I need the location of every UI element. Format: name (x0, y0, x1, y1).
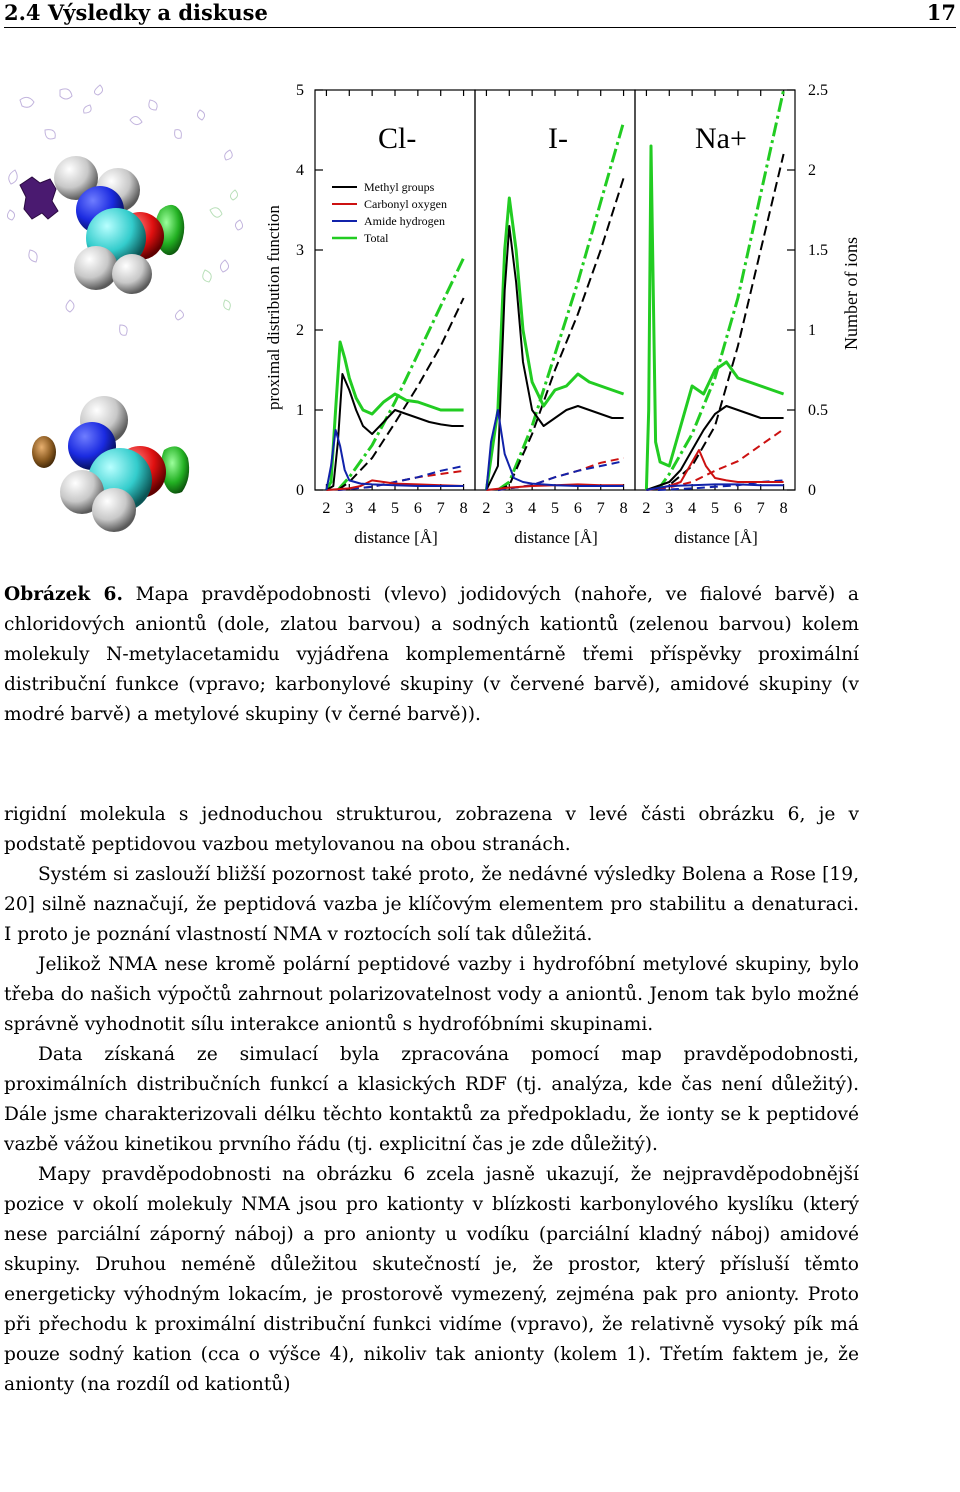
cumulative-line-i-total (498, 122, 624, 490)
cumulative-line-cl-methyl-groups (338, 298, 464, 490)
pdf-line-i-methyl-groups (486, 226, 623, 490)
x-tick-label: 8 (459, 500, 468, 517)
figure-6 (0, 60, 960, 560)
pdf-line-na-total (646, 146, 783, 490)
x-tick-label: 8 (779, 500, 788, 517)
caption-label: Obrázek 6. (4, 584, 123, 605)
x-tick-label: 3 (665, 500, 674, 517)
y-tick-label-left: 5 (296, 82, 304, 99)
x-tick-label: 4 (688, 500, 697, 517)
figure-caption (4, 580, 859, 730)
cumulative-line-cl-total (338, 258, 464, 490)
x-axis-label-1: distance [Å] (354, 528, 438, 547)
x-tick-label: 6 (413, 500, 422, 517)
y-tick-label-left: 1 (296, 402, 304, 419)
page-number: 17 (926, 0, 956, 25)
panel-label-cl: Cl- (378, 122, 417, 155)
y-tick-label-right: 1.5 (808, 242, 828, 259)
x-tick-label: 2 (322, 500, 331, 517)
y-tick-label-right: 0 (808, 482, 816, 499)
y-tick-label-right: 1 (808, 322, 816, 339)
x-tick-label: 7 (596, 500, 605, 517)
legend (332, 180, 447, 245)
legend-label-amide: Amide hydrogen (364, 214, 445, 228)
y-tick-label-right: 0.5 (808, 402, 828, 419)
legend-label-total: Total (364, 231, 389, 245)
legend-label-methyl: Methyl groups (364, 180, 435, 194)
x-tick-label: 6 (733, 500, 742, 517)
panel-label-i: I- (548, 122, 568, 155)
x-axis-label-2: distance [Å] (514, 528, 598, 547)
iodide-density (20, 177, 58, 219)
paragraph: Data získaná ze simulací byla zpracována pomocí map pravděpodobnosti, proximálních distribučních funkcí a klasických RDF (tj. analýza, kde čas není důležitý). Dále jsme charakterizovali délku těchto kontaktů za předpokladu, že ionty se k peptidové vazbě vážou kinetikou prvního řádu (tj. explicitní čas je zde důležitý). (4, 1044, 859, 1155)
body-text (4, 800, 859, 1400)
section-heading: 2.4 Výsledky a diskuse (4, 0, 268, 25)
y-tick-label-left: 4 (296, 162, 304, 179)
y-tick-label-left: 3 (296, 242, 304, 259)
x-tick-label: 5 (391, 500, 399, 517)
chloride-density (32, 436, 56, 468)
panel-label-na: Na+ (695, 122, 747, 155)
y-tick-label-left: 0 (296, 482, 304, 499)
legend-label-carbonyl: Carbonyl oxygen (364, 197, 447, 211)
x-tick-label: 6 (573, 500, 582, 517)
paragraph: Mapy pravděpodobnosti na obrázku 6 zcela jasně ukazují, že nejpravděpodobnější pozice v okolí molekuly NMA jsou pro kationty v blízkosti karbonylového kyslíku (který nese parciální záporný náboj) a pro anionty u vodíku (parciální kladný náboj) amidové skupiny. Druhou neméně důležitou skutečností je, že prostor, který přísluší těmto energeticky výhodným lokacím, je prostorově vymezený, zejména pak pro anionty. Proto při přechodu k proximální distribuční funkci vidíme (vpravo), že relativně vysoký pík má pouze sodný kation (cca o výšce 4), nikoliv tak anionty (kolem 1). Třetím faktem je, že anionty (na rozdíl od kationtů) (4, 1164, 859, 1395)
y-axis-label-left: proximal distribution function (264, 205, 283, 410)
x-tick-label: 8 (619, 500, 628, 517)
pdf-line-cl-total (326, 342, 463, 490)
x-tick-label: 4 (528, 500, 537, 517)
x-tick-label: 3 (345, 500, 354, 517)
x-tick-label: 5 (551, 500, 559, 517)
paragraph: Systém si zaslouží bližší pozornost také proto, že nedávné výsledky Bolena a Rose [19, 20] silně naznačují, že peptidová vazba je klíčovým elementem pro stabilitu a denaturaci. I proto je poznání vlastností NMA v roztocích solí tak důležitá. (4, 864, 859, 945)
caption-text: Mapa pravděpodobnosti (vlevo) jodidových (nahoře, ve fialové barvě) a chloridových aniontů (dole, zlatou barvou) a sodných kationtů (zelenou barvou) kolem molekuly N-metylacetamidu vyjádřena komplementárně třemi příspěvky proximální distribuční funkce (vpravo; karbonylové skupiny (v červené barvě), amidové skupiny (v modré barvě) a metylové skupiny (v černé barvě)). (4, 584, 859, 725)
y-axis-label-right: Number of ions (841, 237, 861, 350)
paragraph: rigidní molekula s jednoduchou strukturou, zobrazena v levé části obrázku 6, je v podstatě peptidovou vazbou metylovanou na obou stranách. (4, 804, 859, 855)
x-tick-label: 2 (482, 500, 491, 517)
paragraph: Jelikož NMA nese kromě polární peptidové vazby i hydrofóbní metylové skupiny, bylo třeba do našich výpočtů zahrnout polarizovatelnost vody a aniontů. Jenom tak bylo možné správně vyhodnotit sílu interakce aniontů s hydrofóbními skupinami. (4, 954, 859, 1035)
y-tick-label-right: 2.5 (808, 82, 828, 99)
molecule-map-bottom (32, 396, 189, 532)
y-tick-label-right: 2 (808, 162, 816, 179)
x-tick-label: 4 (368, 500, 377, 517)
x-tick-label: 2 (642, 500, 651, 517)
y-tick-label-left: 2 (296, 322, 304, 339)
x-tick-label: 3 (505, 500, 514, 517)
x-tick-label: 7 (436, 500, 445, 517)
x-tick-label: 7 (756, 500, 765, 517)
running-header (4, 0, 956, 28)
x-axis-label-3: distance [Å] (674, 528, 758, 547)
pdf-line-cl-methyl-groups (326, 374, 463, 490)
molecule-map-top (7, 85, 242, 335)
x-tick-label: 5 (711, 500, 719, 517)
